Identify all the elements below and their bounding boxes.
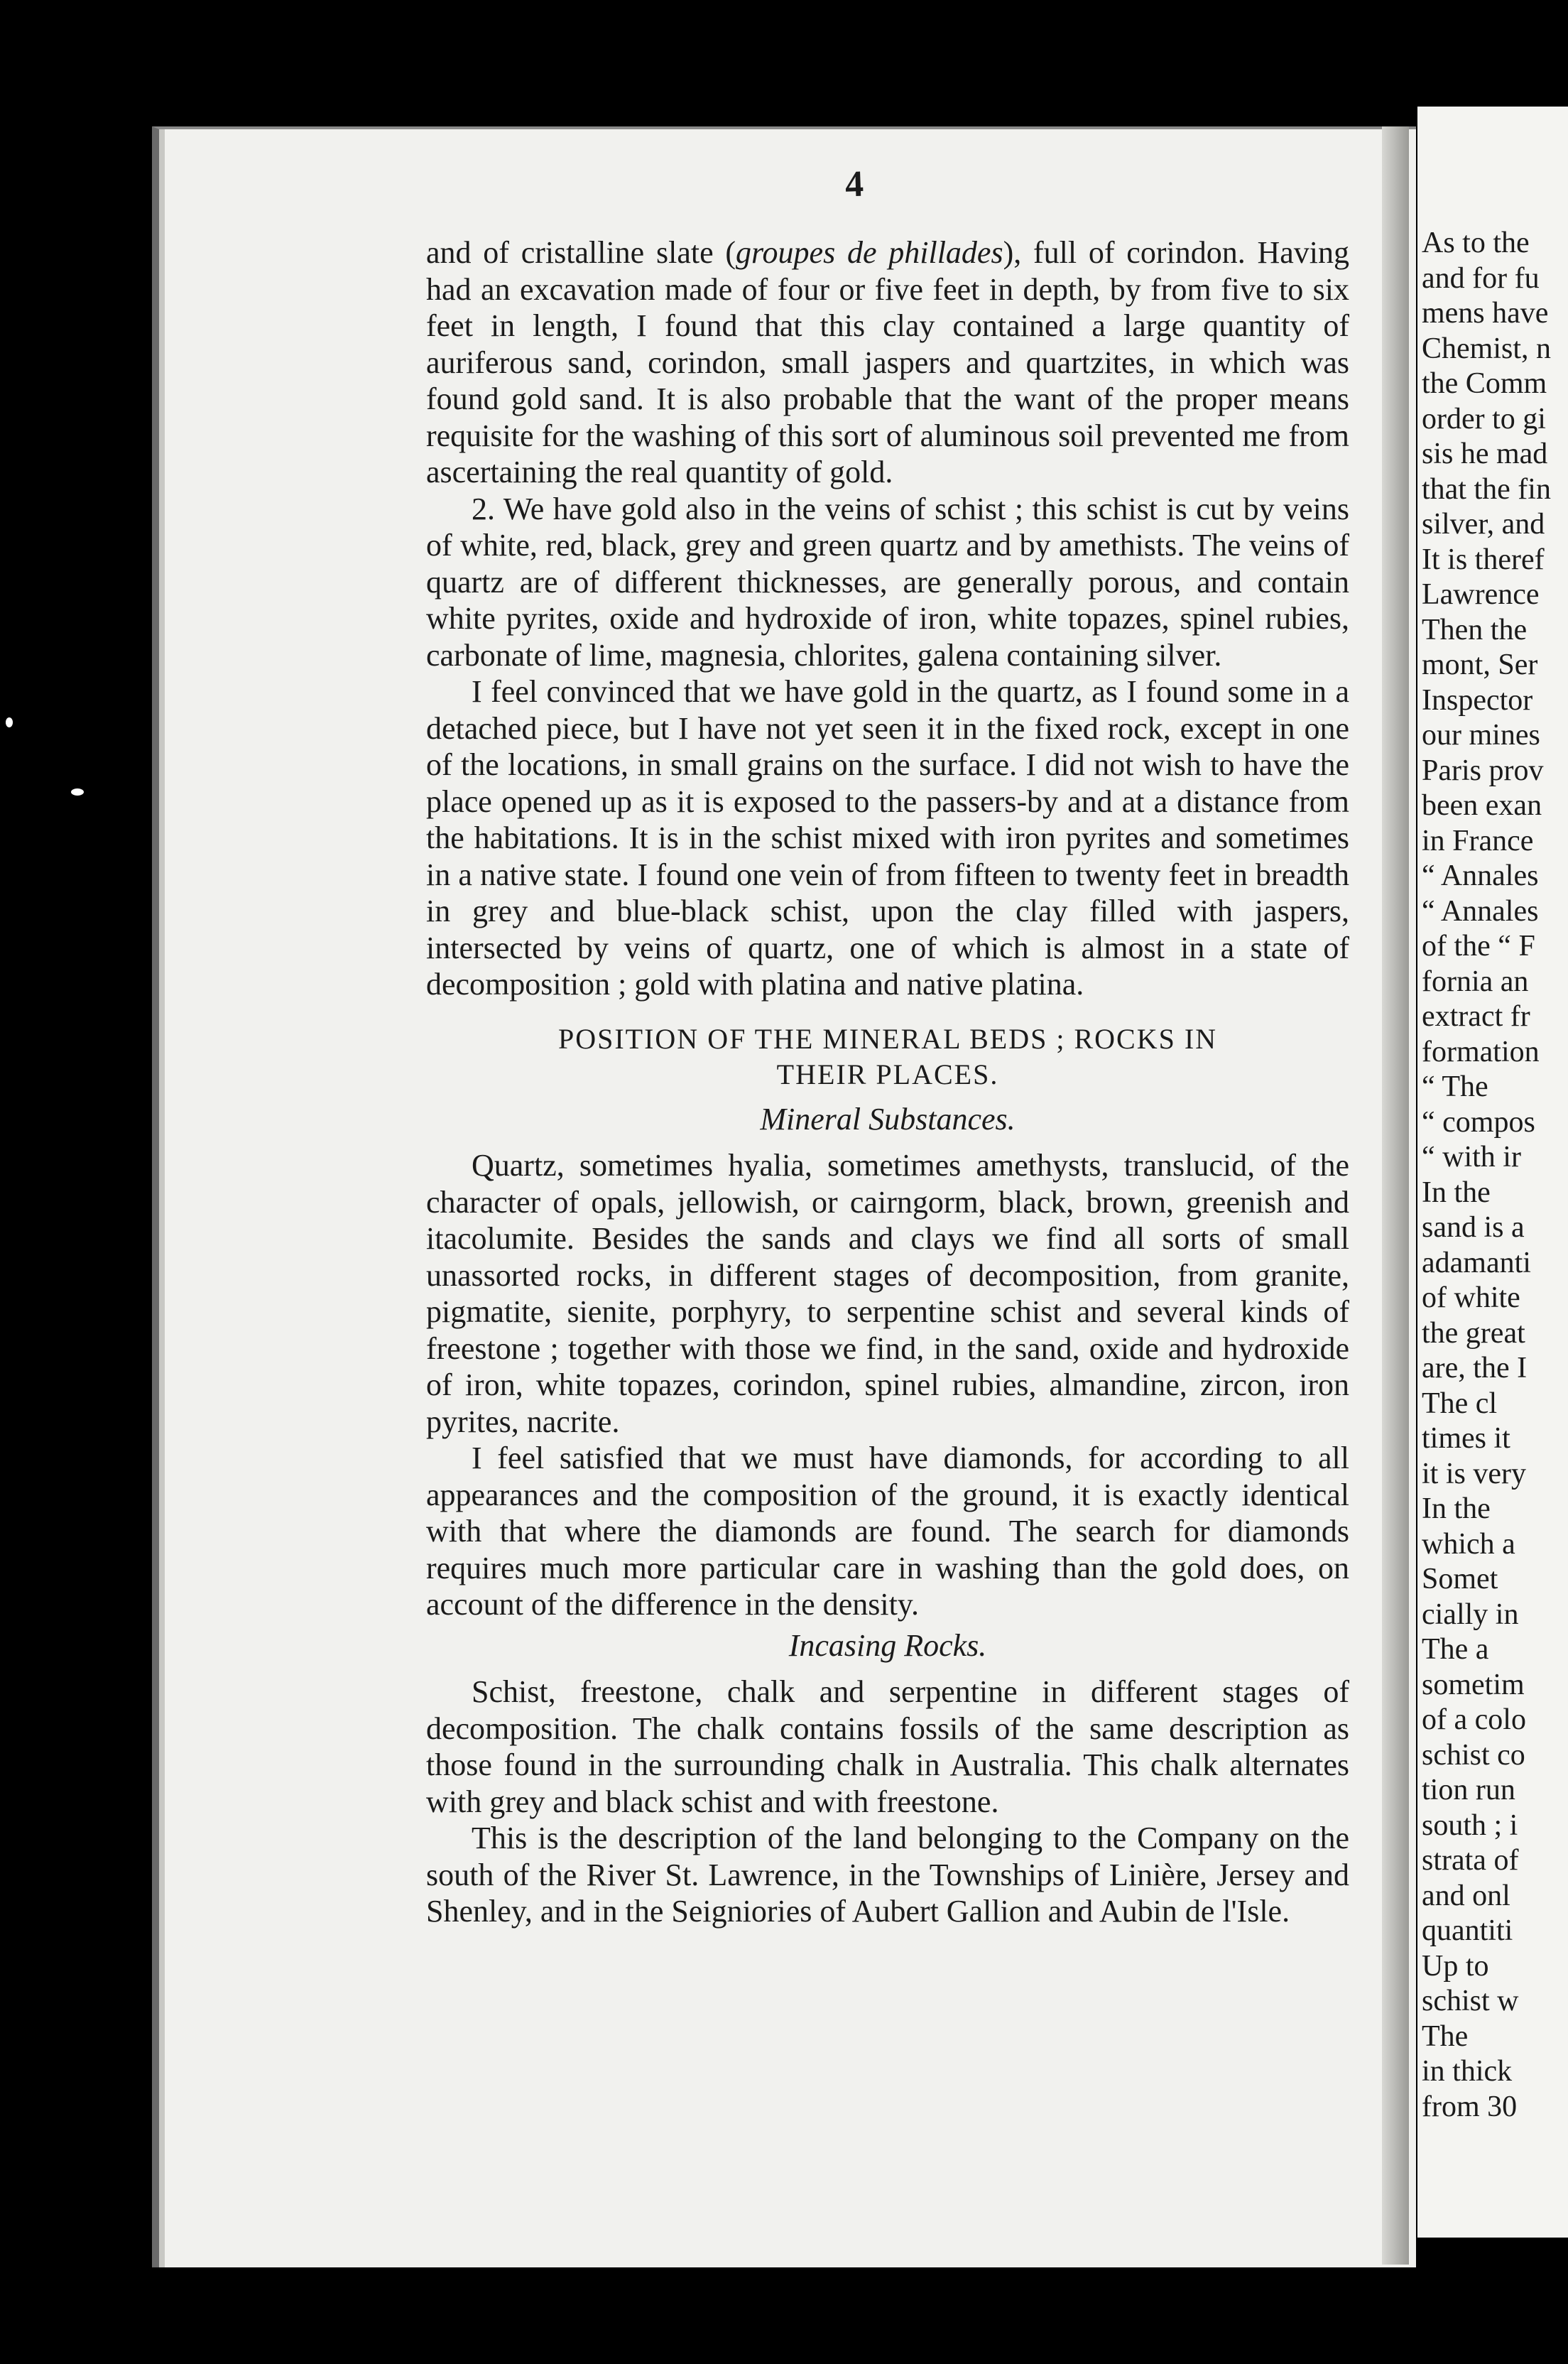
right-column-line: As to the <box>1422 227 1530 259</box>
page-gutter <box>1382 126 1409 2265</box>
paragraph-3: I feel convinced that we have gold in the quartz, as I found some in a detached piece, but I have not yet seen it in the fixed rock, except in one of the locations, in small grains on the surface. I did not wish to have the place opened up as it is exposed to the passers-by and at a distance from the habitations. It is in the schist mixed with iron pyrites and sometimes in a native state. I found one vein of from fifteen to twenty feet in breadth in grey and blue-black schist, upon the clay filled with jaspers, intersected by veins of quartz, one of which is almost in a state of decomposition ; gold with platina and native platina. <box>426 674 1349 1002</box>
paragraph-6: Schist, freestone, chalk and serpentine in different stages of decomposition. The chalk contains fossils of the same description as those found in the surrounding chalk in Australia. This chalk alternates with grey and black schist and with freestone. <box>426 1674 1349 1819</box>
right-column-line: our mines <box>1422 719 1540 752</box>
right-column-line: adamanti <box>1422 1246 1531 1279</box>
right-column-line: are, the I <box>1422 1352 1528 1384</box>
paragraph-1: and of cristalline slate (groupes de phillades), full of corindon. Having had an excavation made of four or five feet in depth, by from five to six feet in length, I found that this clay contained a large quantity of auriferous sand, corindon, small jaspers and quartzites, in which was found gold sand. It is also probable that the want of the proper means requisite for the washing of this sort of aluminous soil prevented me from ascertaining the real quantity of gold. <box>426 235 1350 489</box>
right-column-line: of the “ F <box>1422 930 1535 963</box>
paragraph-2: 2. We have gold also in the veins of schist ; this schist is cut by veins of white, red, black, grey and green quartz and by amethists. The veins of quartz are of different thicknesses, are generally porous, and contain white pyrites, oxide and hydroxide of iron, white topazes, spinel rubies, carbonate of lime, magnesia, chlorites, galena containing silver. <box>426 491 1349 673</box>
right-column-line: Up to <box>1422 1949 1489 1983</box>
right-column-line: fornia an <box>1422 965 1529 998</box>
subheading-mineral-substances: Mineral Substances. <box>760 1101 1016 1137</box>
right-column-line: “ with ir <box>1422 1141 1521 1173</box>
right-column-line: the great <box>1422 1316 1525 1350</box>
paragraph-4: Quartz, sometimes hyalia, sometimes amethysts, translucid, of the character of opals, jellowish, or cairngorm, black, brown, greenish and itacolumite. Besides the sands and clays we find all sorts of small unassorted rocks, in different stages of decomposition, from granite, pigmatite, sienite, porphyry, to serpentine schist and several kinds of freestone ; together with those we find, in the sand, oxide and hydroxide of iron, white topazes, corindon, spinel rubies, almandine, zircon, iron pyrites, nacrite. <box>426 1148 1349 1439</box>
right-column-line: “ compos <box>1422 1105 1535 1139</box>
right-column-line: In the <box>1422 1492 1491 1525</box>
right-column-line: “ Annales <box>1422 894 1539 928</box>
right-column-line: and for fu <box>1422 261 1540 295</box>
right-column-line: silver, and <box>1422 508 1545 541</box>
right-column-line: the Comm <box>1422 367 1547 400</box>
right-column-line: extract fr <box>1422 1000 1530 1033</box>
section-heading: POSITION OF THE MINERAL BEDS ; ROCKS IN THEIR PLACES. <box>557 1022 1218 1090</box>
right-column-line: Then the <box>1422 613 1528 646</box>
right-column-line: Inspector <box>1422 683 1533 717</box>
right-column-line: quantiti <box>1422 1914 1513 1947</box>
right-column-line: order to gi <box>1422 402 1546 435</box>
right-column-line: schist co <box>1422 1738 1525 1772</box>
right-column-line: it is very <box>1422 1457 1526 1490</box>
right-column-line: The <box>1422 2019 1469 2053</box>
scan-speck <box>71 788 84 796</box>
right-column-line: in thick <box>1422 2055 1513 2088</box>
right-column-line: mens have <box>1422 297 1549 330</box>
right-column-line: in France <box>1422 824 1534 857</box>
right-column-line: which a <box>1422 1527 1515 1561</box>
right-column-line: It is theref <box>1422 543 1545 576</box>
right-column-line: from 30 <box>1422 2090 1518 2123</box>
right-column-line: tion run <box>1422 1774 1515 1806</box>
right-column-line: mont, Ser <box>1422 649 1538 681</box>
right-column-line: times it <box>1422 1422 1510 1455</box>
right-column-line: formation <box>1422 1035 1540 1068</box>
right-column-line: cially in <box>1422 1598 1519 1631</box>
right-column-line: of a colo <box>1422 1703 1526 1736</box>
paragraph-7: This is the description of the land belonging to the Company on the south of the River St. Lawrence, in the Townships of Linière, Jersey and Shenley, and in the Seigniories of Aubert Gallion and Aubin de l'Isle. <box>426 1821 1349 1929</box>
right-column-line: “ The <box>1422 1070 1488 1103</box>
right-column-line: In the <box>1422 1176 1491 1209</box>
right-column-line: that the fin <box>1422 472 1551 506</box>
right-column-line: sometim <box>1422 1668 1525 1701</box>
right-column-line: south ; i <box>1422 1809 1518 1842</box>
right-column-line: been exan <box>1422 789 1542 822</box>
right-column-line: Somet <box>1422 1563 1498 1595</box>
right-column-line: Paris prov <box>1422 754 1544 787</box>
right-column-line: sand is a <box>1422 1211 1525 1244</box>
subheading-incasing-rocks: Incasing Rocks. <box>788 1627 987 1663</box>
left-text-column <box>426 234 1349 1930</box>
paragraph-5: I feel satisfied that we must have diamonds, for according to all appearances and the composition of the ground, it is exactly identical with that where the diamonds are found. The search for diamonds requires much more particular care in washing than the gold does, on account of the difference in the density. <box>426 1441 1349 1622</box>
italic-term: groupes de phillades <box>736 235 1003 270</box>
right-column-line: schist w <box>1422 1985 1519 2017</box>
right-column-line: The a <box>1422 1633 1489 1666</box>
right-column-line: Chemist, n <box>1422 332 1552 365</box>
right-column-line: and onl <box>1422 1879 1510 1912</box>
right-column-line: strata of <box>1422 1844 1519 1877</box>
right-column-line: Lawrence <box>1422 578 1540 611</box>
right-column-line: sis he mad <box>1422 438 1548 470</box>
page-number: 4 <box>844 163 864 205</box>
right-column-line: The cl <box>1422 1387 1498 1420</box>
scan-speck <box>6 717 13 727</box>
right-column-line: of white <box>1422 1281 1520 1314</box>
right-text-column-fragment <box>1422 226 1568 2125</box>
right-column-line: “ Annales <box>1422 860 1539 892</box>
